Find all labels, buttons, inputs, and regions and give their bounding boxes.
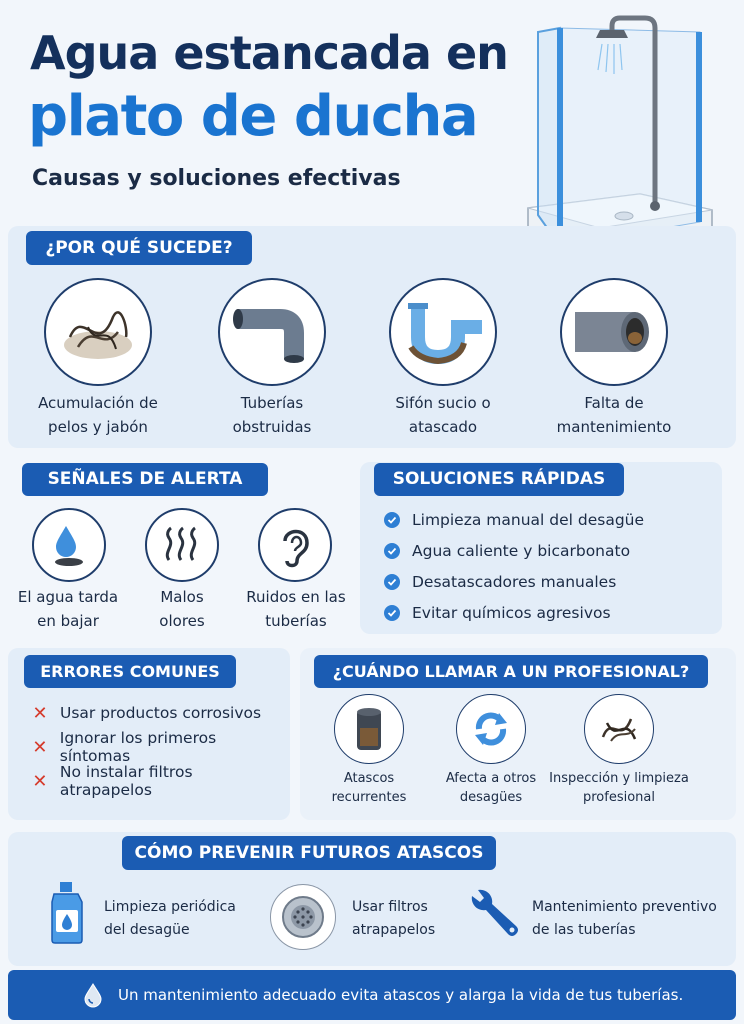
prevention-label-2: Usar filtros atrapapelos xyxy=(352,899,436,938)
odor-icon xyxy=(145,508,219,582)
professional-label-3: Inspección y limpieza profesional xyxy=(549,771,689,805)
common-errors-list xyxy=(32,696,288,798)
professional-label-2: Afecta a otros desagües xyxy=(445,771,537,805)
ear-icon xyxy=(258,508,332,582)
hair-icon xyxy=(584,694,654,764)
footer-banner xyxy=(8,970,736,1020)
clogged-pipe-icon xyxy=(334,694,404,764)
list-item: ✕ Usar productos corrosivos xyxy=(32,702,262,724)
title-line-2: plato de ducha xyxy=(28,84,478,149)
check-icon xyxy=(384,512,400,528)
cross-icon: ✕ xyxy=(32,736,48,758)
check-icon xyxy=(384,543,400,559)
prevention-heading: CÓMO PREVENIR FUTUROS ATASCOS xyxy=(122,836,496,870)
professional-label-1: Atascos recurrentes xyxy=(331,771,407,805)
title-line-1: Agua estancada en xyxy=(30,26,508,80)
prevention-label-3: Mantenimiento preventivo de las tuberías xyxy=(532,899,717,938)
prevention-label-1: Limpieza periódica del desagüe xyxy=(104,899,236,938)
list-item: Limpieza manual del desagüe xyxy=(384,504,714,535)
list-item: ✕ No instalar filtros atrapapelos xyxy=(32,763,193,799)
list-item: Desatascadores manuales xyxy=(384,566,714,597)
cause-label-1: Acumulación de pelos y jabón xyxy=(38,394,158,436)
cause-label-4: Falta de mantenimiento xyxy=(556,394,672,436)
list-item: ✕ Ignorar los primeros síntomas xyxy=(32,729,217,765)
common-errors-heading: ERRORES COMUNES xyxy=(24,655,236,688)
drain-filter-icon xyxy=(270,884,336,950)
quick-solutions-heading: SOLUCIONES RÁPIDAS xyxy=(374,463,624,496)
professional-heading: ¿CUÁNDO LLAMAR A UN PROFESIONAL? xyxy=(314,655,708,688)
siphon-icon xyxy=(389,278,497,386)
cause-label-3: Sifón sucio o atascado xyxy=(395,394,491,436)
blocked-pipe-icon xyxy=(218,278,326,386)
check-icon xyxy=(384,605,400,621)
dirty-pipe-icon xyxy=(560,278,668,386)
causes-heading: ¿POR QUÉ SUCEDE? xyxy=(26,231,252,265)
alert-label-3: Ruidos en las tuberías xyxy=(246,588,346,630)
hair-clog-icon xyxy=(44,278,152,386)
quick-solutions-list xyxy=(384,504,714,628)
slow-drain-icon xyxy=(32,508,106,582)
alert-label-2: Malos olores xyxy=(159,588,205,630)
check-icon xyxy=(384,574,400,590)
list-item: Agua caliente y bicarbonato xyxy=(384,535,714,566)
alert-label-1: El agua tarda en bajar xyxy=(17,588,119,630)
cross-icon: ✕ xyxy=(32,770,48,792)
recycle-arrows-icon xyxy=(456,694,526,764)
water-drop-icon xyxy=(82,982,104,1008)
subtitle: Causas y soluciones efectivas xyxy=(32,166,401,191)
cause-label-2: Tuberías obstruidas xyxy=(232,394,312,436)
list-item: Evitar químicos agresivos xyxy=(384,597,714,628)
cleaner-bottle-icon xyxy=(48,880,86,944)
footer-text: Un mantenimiento adecuado evita atascos y alarga la vida de tus tuberías. xyxy=(118,986,684,1004)
wrench-icon xyxy=(466,888,522,942)
alerts-heading: SEÑALES DE ALERTA xyxy=(22,463,268,496)
cross-icon: ✕ xyxy=(32,702,48,724)
